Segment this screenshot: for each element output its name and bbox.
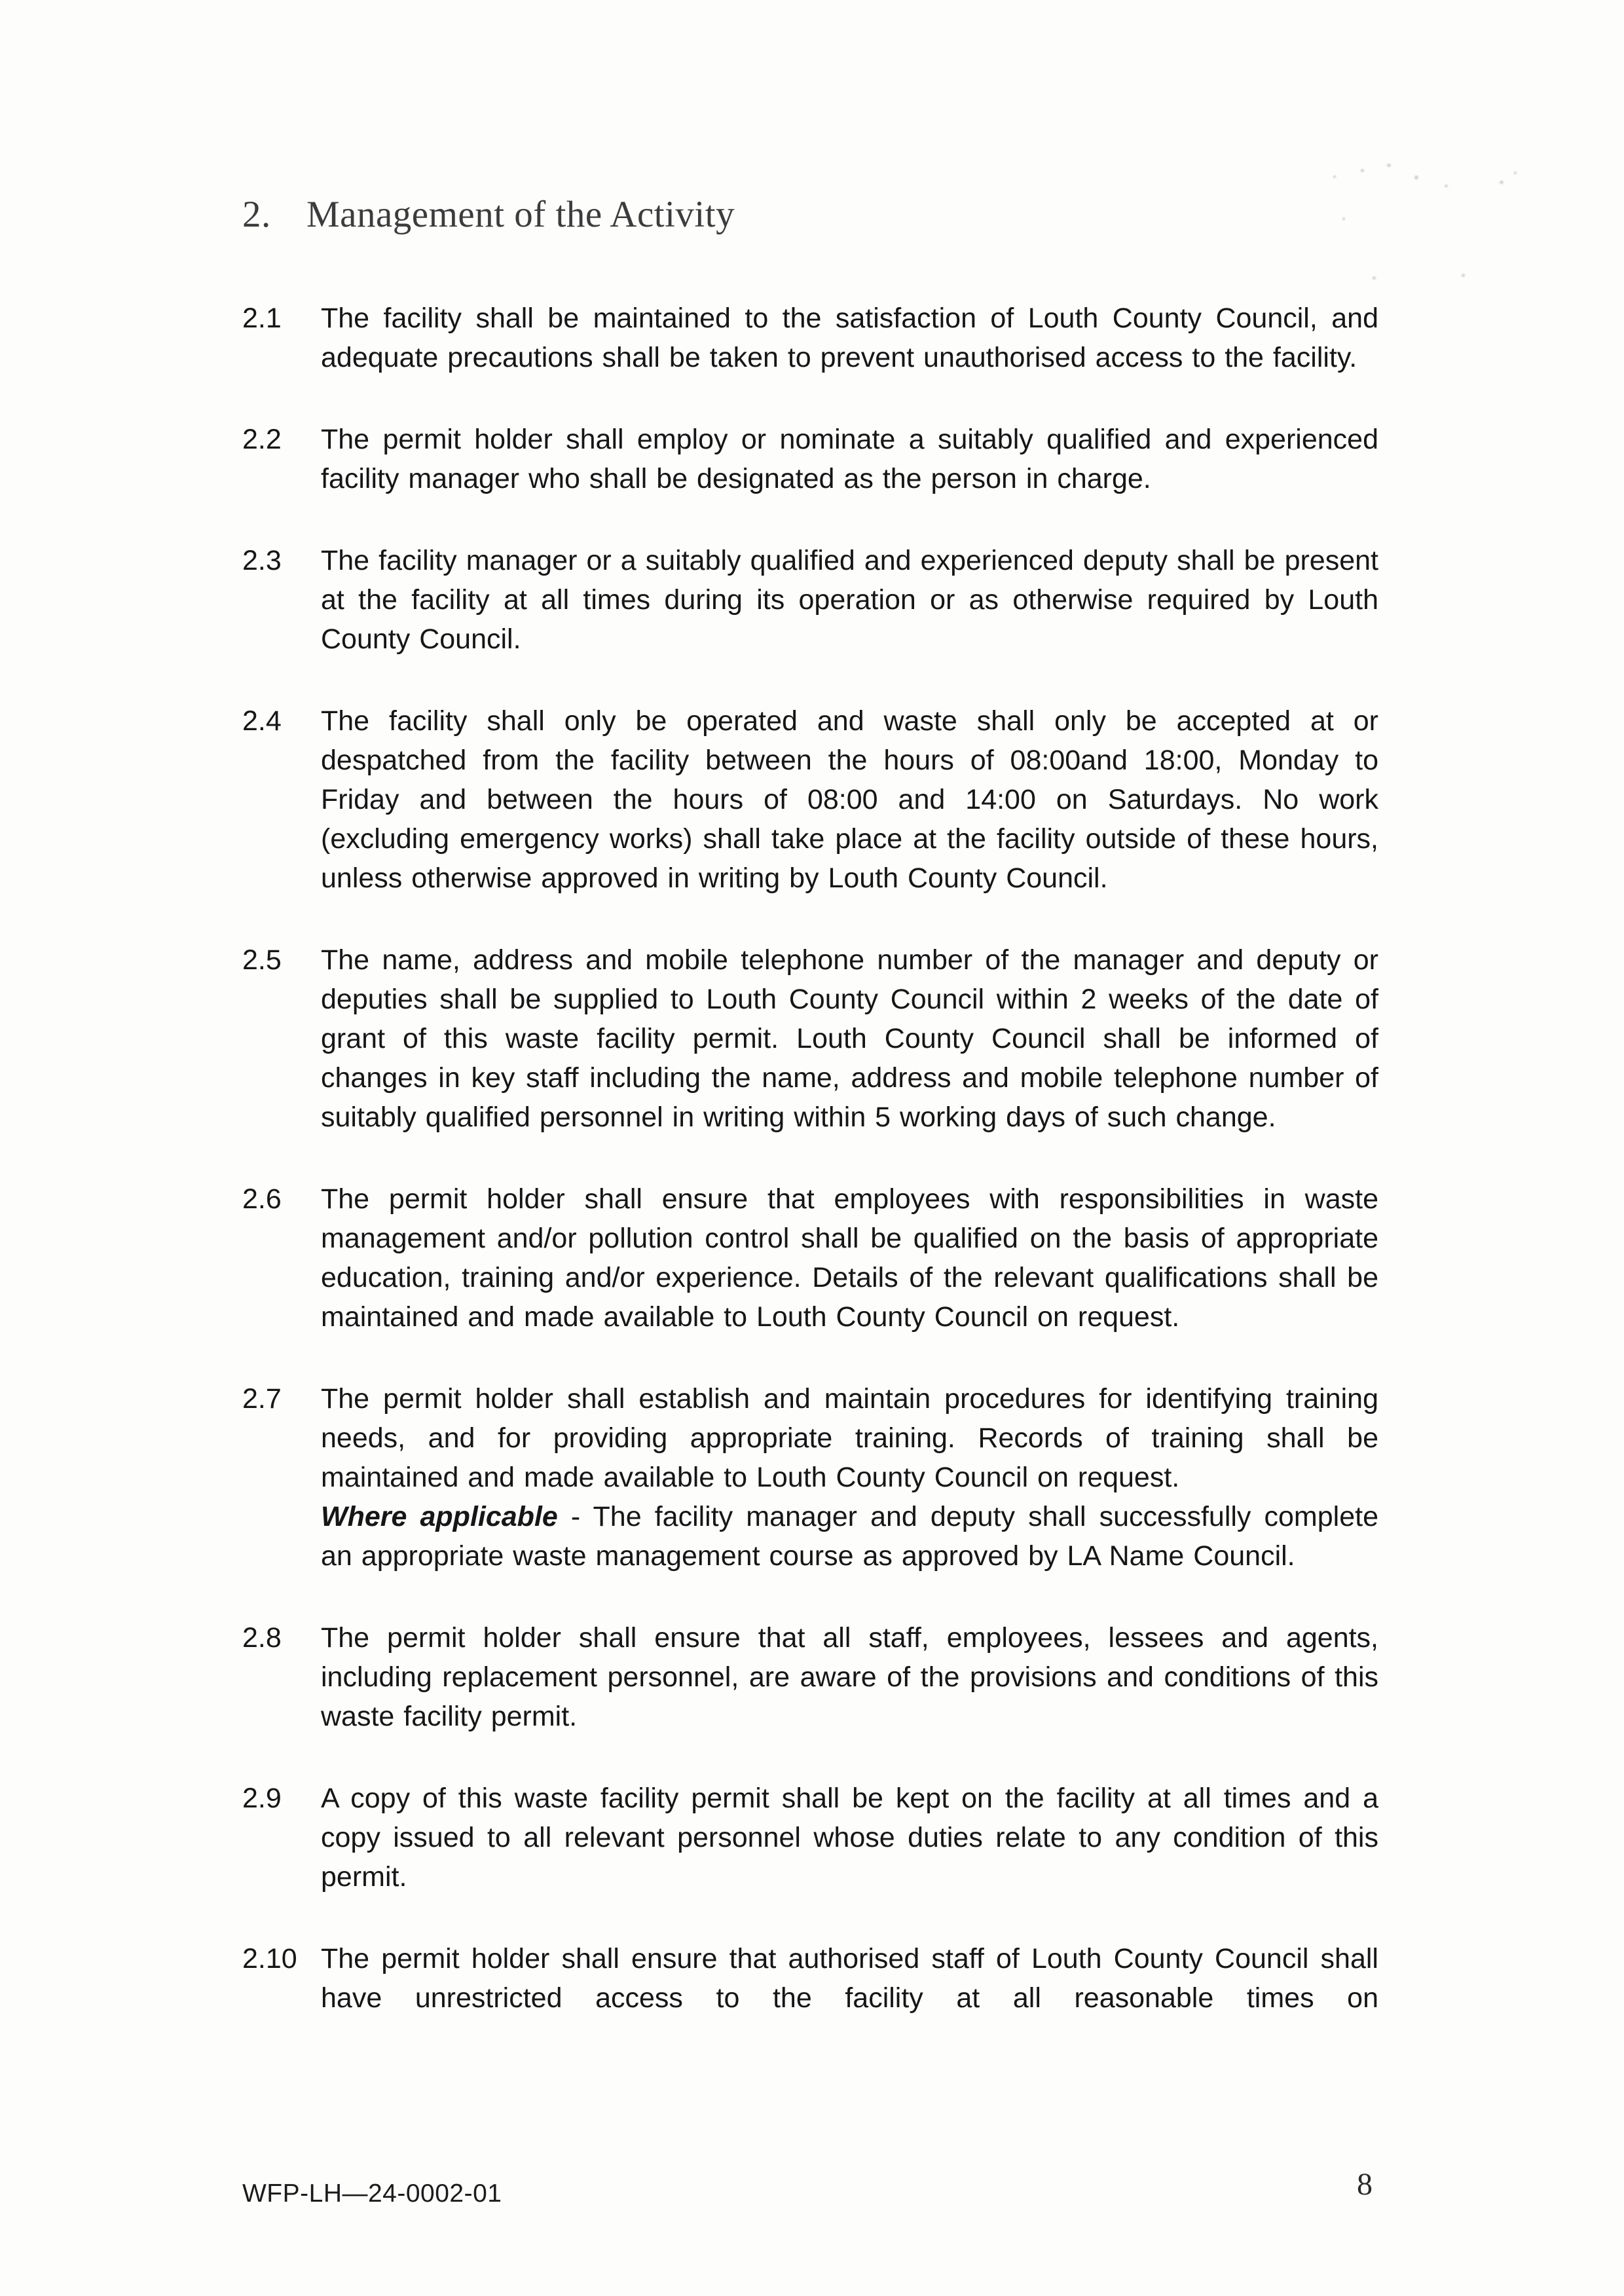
condition-text: The permit holder shall ensure that employees with responsibilities in waste management and/or pollution control shall be qualified on the basis of appropriate education, training and/or experience. Details of the relevant qualifications shall be maintained and made available to Louth County Council on request. [321,1183,1378,1333]
condition-text: The facility manager or a suitably qualified and experienced deputy shall be present at the facility at all times during its operation or as otherwise required by Louth County Council. [321,545,1378,655]
condition-number: 2.1 [242,303,282,334]
condition-item [242,701,1378,898]
condition-number: 2.8 [242,1622,282,1654]
condition-text: The facility shall only be operated and waste shall only be accepted at or despatched from the facility between the hours of 08:00and 18:00, Monday to Friday and between the hours of 08:00 and 14:00 on Saturdays. No work (excluding emergency works) shall take place at the facility outside of these hours, unless otherwise approved in writing by Louth County Council. [321,705,1378,894]
condition-item [242,1939,1378,2018]
condition-item [242,940,1378,1137]
page-content [242,194,1378,2018]
condition-item [242,1618,1378,1736]
condition-text: The name, address and mobile telephone number of the manager and deputy or deputies shall be supplied to Louth County Council within 2 weeks of the date of grant of this waste facility permit. Louth County Council shall be informed of changes in key staff including the name, address and mobile telephone number of suitably qualified personnel in writing within 5 working days of such change. [321,944,1378,1133]
condition-number: 2.10 [242,1943,297,1974]
condition-number: 2.2 [242,424,282,455]
condition-item [242,299,1378,377]
section-heading-title: Management of the Activity [306,194,735,235]
condition-text: The facility shall be maintained to the satisfaction of Louth County Council, and adequate precautions shall be taken to prevent unauthorised access to the facility. [321,303,1378,373]
condition-number: 2.4 [242,705,282,737]
condition-number: 2.6 [242,1183,282,1215]
condition-text: A copy of this waste facility permit shall be kept on the facility at all times and a copy issued to all relevant personnel whose duties relate to any condition of this permit. [321,1783,1378,1893]
section-heading [242,194,1378,236]
condition-number: 2.3 [242,545,282,576]
condition-item [242,420,1378,498]
condition-item [242,1179,1378,1337]
condition-number: 2.5 [242,944,282,976]
condition-text: The permit holder shall ensure that authorised staff of Louth County Council shall have unrestricted access to the facility at all reasonable times on [321,1943,1378,2014]
condition-item [242,541,1378,659]
condition-number: 2.9 [242,1783,282,1814]
condition-text: The permit holder shall employ or nominate a suitably qualified and experienced facility manager who shall be designated as the person in charge. [321,424,1378,494]
condition-text: The permit holder shall establish and maintain procedures for identifying training needs, and for providing appropriate training. Records of training shall be maintained and made available to Louth County Council on request. Where applicable - The facility manager and deputy shall successfully complete an appropriate waste management course as approved by LA Name Council. [321,1383,1378,1572]
page-number: 8 [1357,2167,1373,2202]
document-reference: WFP-LH—24-0002-01 [242,2179,502,2208]
condition-number: 2.7 [242,1383,282,1415]
conditions-list [242,299,1378,2018]
condition-text: The permit holder shall ensure that all staff, employees, lessees and agents, including replacement personnel, are aware of the provisions and conditions of this waste facility permit. [321,1622,1378,1732]
section-heading-number: 2. [242,194,271,235]
condition-item [242,1779,1378,1897]
condition-item [242,1379,1378,1576]
